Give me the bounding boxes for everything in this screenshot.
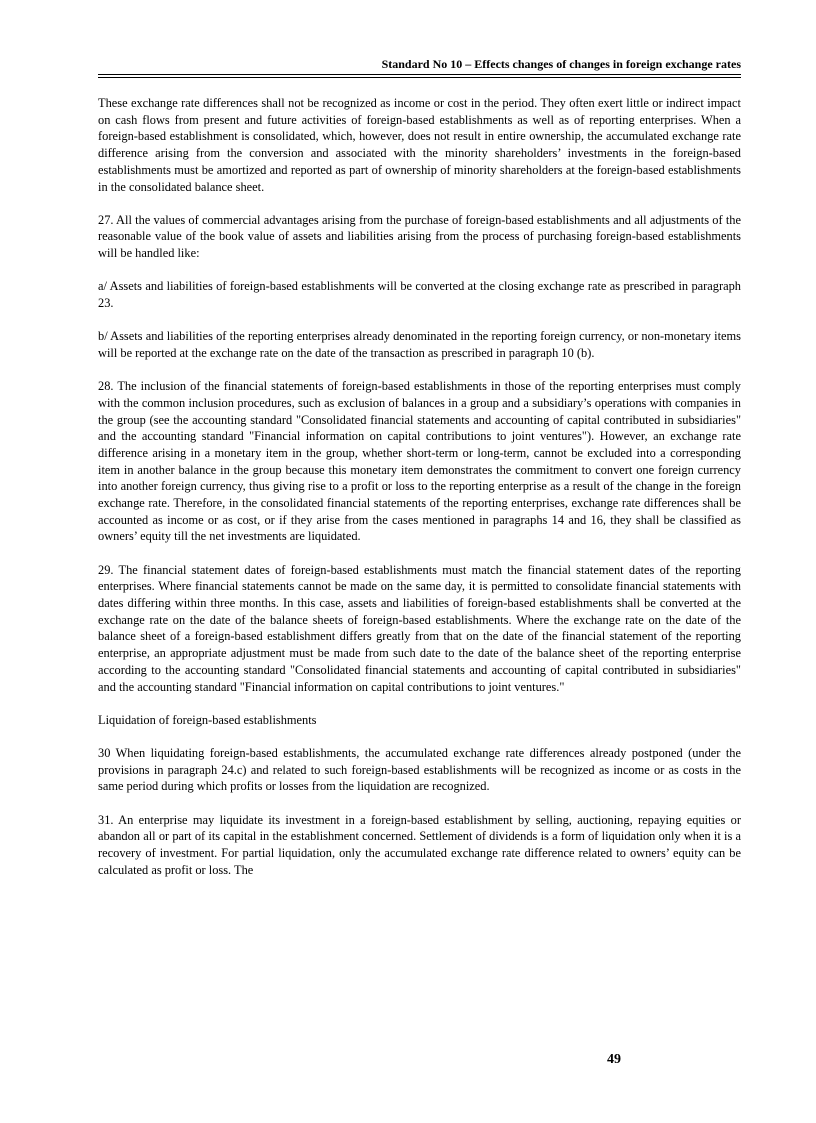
paragraph-27a: a/ Assets and liabilities of foreign-based establishments will be converted at the closing exchange rate as prescribed in paragraph 23. [98, 279, 741, 311]
paragraph-30: 30 When liquidating foreign-based establishments, the accumulated exchange rate differences already postponed (under the provisions in paragraph 24.c) and related to such foreign-based establishments will be recognized as income or as costs in the same period during which profits or losses from the liquidation are recognized. [98, 746, 741, 794]
paragraph-29: 29. The financial statement dates of foreign-based establishments must match the financial statement dates of the reporting enterprises. Where financial statements cannot be made on the same day, it is permitted to consolidate financial statements with dates differing within three months. In this case, assets and liabilities of foreign-based establishments shall be converted at the exchange rate on the date of the balance sheets of foreign-based establishments. Where the exchange rate on the date of the balance sheet of a foreign-based establishment differs greatly from that on the date of the financial statement of the reporting enterprise, an appropriate adjustment must be made from such date to the date of the balance sheet of the reporting enterprise according to the accounting standard "Consolidated financial statements and accounting of capital contributed in subsidiaries" and the accounting standard "Financial information on capital contributions to joint ventures." [98, 562, 741, 694]
header-rule [98, 74, 741, 75]
paragraph-27: 27. All the values of commercial advantages arising from the purchase of foreign-based establishments and all adjustments of the reasonable value of the book value of assets and liabilities arising from the process of purchasing foreign-based establishments will be handled like: [98, 212, 741, 261]
paragraph-27b: b/ Assets and liabilities of the reporting enterprises already denominated in the reporting foreign currency, or non-monetary items will be reported at the exchange rate on the date of the transaction as prescribed in paragraph 10 (b). [98, 329, 741, 360]
running-header: Standard No 10 – Effects changes of changes in foreign exchange rates [381, 57, 741, 71]
page-number: 49 [607, 1052, 621, 1067]
paragraph-28: 28. The inclusion of the financial statements of foreign-based establishments in those of the reporting enterprises must comply with the common inclusion procedures, such as exclusion of balances in a group and a subsidiary’s operations with companies in the group (see the accounting standard "Consolidated financial statements and accounting of capital contributed in subsidiaries" and the accounting standard "Financial information on capital contributions to joint ventures"). However, an exchange rate difference arising in a monetary item in the group, whether short-term or long-term, cannot be excluded into a corresponding item in another balance in the group because this monetary item demonstrates the commitment to convert one foreign currency into another foreign currency, thus giving rise to a profit or loss to the reporting enterprise as a result of the change in the foreign exchange rate. Therefore, in the consolidated financial statements of the reporting enterprises, exchange rate differences shall be accounted as income or as cost, or if they arise from the cases mentioned in paragraphs 14 and 16, they shall be classified as owners’ equity till the net investments are liquidated. [98, 379, 741, 544]
page-body [98, 95, 741, 895]
paragraph-exchange-differences: These exchange rate differences shall not be recognized as income or cost in the period. They often exert little or indirect impact on cash flows from present and future activities of foreign-based establishments as well as of reporting enterprises. When a foreign-based establishment is consolidated, which, however, does not result in entire ownership, the accumulated exchange rate difference arising from the conversion and associated with the minority shareholders’ investments in the foreign-based establishments must be amortized and reported as part of ownership of minority shareholders at the foreign-based establishments in the consolidated balance sheet. [98, 96, 741, 194]
section-heading-liquidation: Liquidation of foreign-based establishments [98, 712, 317, 727]
paragraph-31: 31. An enterprise may liquidate its investment in a foreign-based establishment by selling, auctioning, repaying equities or abandon all or part of its capital in the establishment concerned. Settlement of dividends is a form of liquidation only when it is a recovery of investment. For partial liquidation, only the accumulated exchange rate difference related to owners’ equity can be calculated as profit or loss. The [98, 812, 741, 877]
header-rule-double [98, 77, 741, 78]
